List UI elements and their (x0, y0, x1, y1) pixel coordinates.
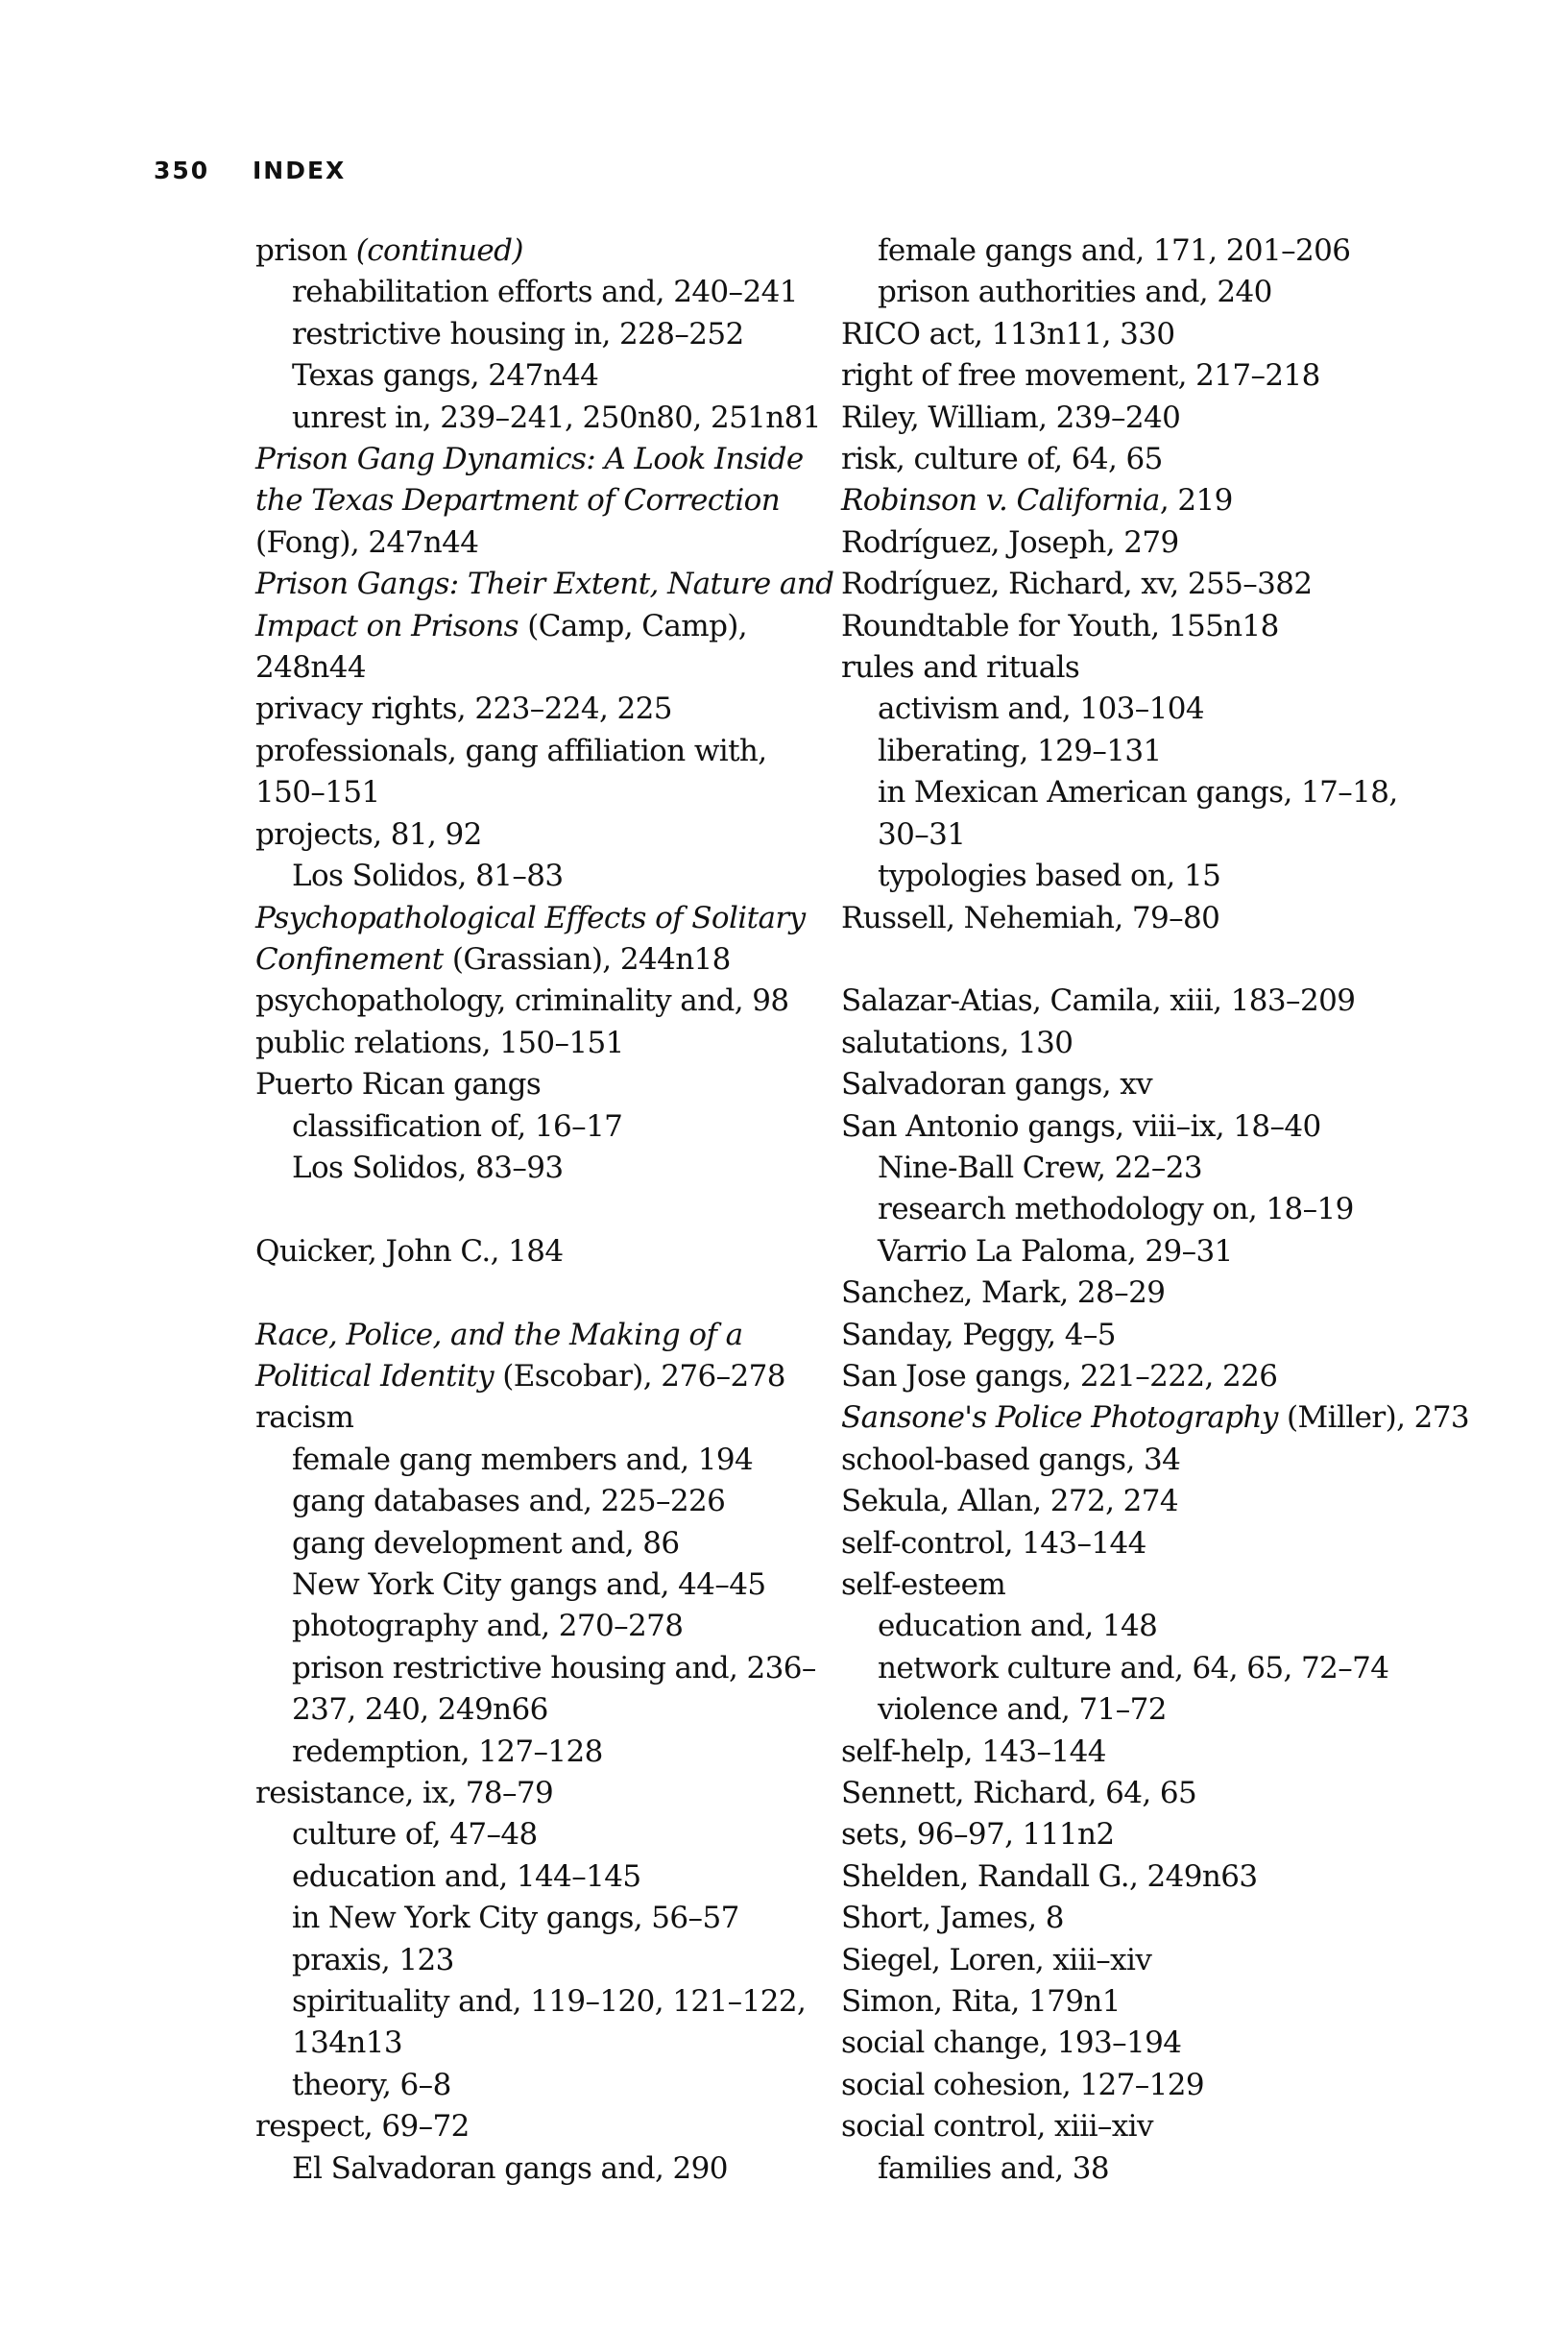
index-entry (841, 355, 1417, 397)
letter-group-spacer (841, 939, 1417, 981)
entry-text: rehabilitation efforts and, 240–241 (292, 275, 798, 310)
index-entry-continuation (255, 606, 832, 647)
entry-text: education and, 144–145 (292, 1858, 641, 1894)
entry-text: rules and rituals (841, 650, 1080, 686)
index-entry (841, 2065, 1417, 2106)
entry-text: restrictive housing in, 228–252 (292, 316, 744, 352)
entry-text: (Escobar), 276–278 (494, 1358, 785, 1394)
index-subentry (255, 1856, 832, 1898)
entry-text: right of free movement, 217–218 (841, 358, 1320, 394)
entry-text: San Jose gangs, 221–222, 226 (841, 1358, 1278, 1394)
index-entry (841, 898, 1417, 939)
index-entry (841, 981, 1417, 1022)
entry-text: Short, James, 8 (841, 1901, 1064, 1936)
index-entry (255, 1397, 832, 1439)
entry-text: Russell, Nehemiah, 79–80 (841, 900, 1220, 935)
index-entry (841, 1356, 1417, 1397)
index-entry (841, 1814, 1417, 1855)
index-subentry (255, 1814, 832, 1855)
entry-text: Texas gangs, 247n44 (292, 358, 599, 394)
entry-text: prison (255, 233, 356, 268)
index-entry-continuation (255, 772, 832, 813)
entry-text: social control, xiii–xiv (841, 2109, 1153, 2145)
entry-text: New York City gangs and, 44–45 (292, 1566, 766, 1602)
entry-text: praxis, 123 (292, 1942, 454, 1977)
index-entry (841, 1856, 1417, 1898)
entry-text: female gangs and, 171, 201–206 (878, 233, 1351, 268)
index-entry (255, 1773, 832, 1814)
index-entry (255, 1315, 832, 1356)
entry-text: research methodology on, 18–19 (878, 1192, 1354, 1227)
index-entry (841, 1898, 1417, 1939)
entry-text: families and, 38 (878, 2150, 1110, 2186)
entry-text: liberating, 129–131 (878, 733, 1162, 768)
entry-text: Los Solidos, 81–83 (292, 859, 564, 894)
index-subentry (255, 355, 832, 397)
index-subentry (255, 272, 832, 313)
index-entry (841, 480, 1417, 521)
index-subentry (255, 1440, 832, 1481)
index-subentry (841, 2148, 1417, 2190)
index-subentry (841, 689, 1417, 730)
index-subentry (841, 731, 1417, 772)
index-entry (841, 1397, 1469, 1439)
index-subentry (255, 314, 832, 355)
index-subentry (255, 1564, 832, 1606)
entry-text: Los Solidos, 83–93 (292, 1150, 564, 1185)
entry-text: Salvadoran gangs, xv (841, 1067, 1153, 1103)
entry-text: self-esteem (841, 1566, 1006, 1602)
italic-title-text: Psychopathological Effects of Solitary (255, 900, 806, 935)
letter-group-spacer (255, 1273, 832, 1314)
entry-text: Simon, Rita, 179n1 (841, 1984, 1121, 2020)
index-subentry (255, 1940, 832, 1981)
index-entry (255, 1231, 832, 1273)
index-entry-continuation (841, 814, 1417, 856)
entry-text: in New York City gangs, 56–57 (292, 1901, 739, 1936)
index-entry (841, 2106, 1417, 2147)
letter-group-spacer (255, 1189, 832, 1230)
entry-text: network culture and, 64, 65, 72–74 (878, 1650, 1389, 1685)
italic-title-text: Robinson v. California (841, 483, 1160, 519)
entry-text: salutations, 130 (841, 1025, 1073, 1060)
entry-text: Roundtable for Youth, 155n18 (841, 608, 1279, 643)
entry-text: female gang members and, 194 (292, 1442, 754, 1477)
index-subentry (841, 856, 1417, 897)
entry-text: self-help, 143–144 (841, 1734, 1106, 1769)
index-subentry (841, 772, 1417, 813)
entry-text: El Salvadoran gangs and, 290 (292, 2150, 728, 2186)
entry-text: Varrio La Paloma, 29–31 (878, 1233, 1233, 1269)
index-subentry (255, 1648, 832, 1689)
index-column-right (841, 230, 1469, 2190)
entry-text: redemption, 127–128 (292, 1734, 603, 1769)
entry-text: prison authorities and, 240 (878, 275, 1272, 310)
entry-text: Sanday, Peggy, 4–5 (841, 1317, 1116, 1352)
entry-text: social cohesion, 127–129 (841, 2067, 1205, 2102)
index-subentry (255, 1981, 832, 2023)
entry-text: (Fong), 247n44 (255, 524, 479, 560)
index-entry (255, 1023, 832, 1064)
italic-title-text: Prison Gang Dynamics: A Look Inside (255, 442, 804, 477)
index-entry-continuation (255, 2023, 832, 2064)
index-entry-continuation (255, 1689, 832, 1731)
entry-text: Shelden, Randall G., 249n63 (841, 1858, 1258, 1894)
entry-text: (Camp, Camp), (518, 608, 748, 643)
italic-title-text: Prison Gangs: Their Extent, Nature and (255, 567, 834, 602)
index-entry (841, 647, 1417, 689)
italic-title-text: Impact on Prisons (255, 608, 519, 643)
italic-title-text: Sansone's Police Photography (841, 1400, 1278, 1436)
index-subentry (841, 1606, 1417, 1647)
index-subentry (841, 1231, 1417, 1273)
italic-title-text: the Texas Department of Correction (255, 483, 781, 519)
index-entry (841, 1440, 1417, 1481)
running-head (154, 157, 346, 184)
index-entry (841, 2023, 1417, 2064)
entry-text: gang databases and, 225–226 (292, 1484, 726, 1519)
index-entry (255, 731, 832, 772)
entry-text: school-based gangs, 34 (841, 1442, 1181, 1477)
index-entry (841, 1106, 1417, 1148)
index-entry (255, 439, 832, 480)
index-entry (841, 1773, 1417, 1814)
entry-text: public relations, 150–151 (255, 1025, 624, 1060)
index-entry (841, 314, 1417, 355)
index-subentry (255, 2065, 832, 2106)
entry-text: sets, 96–97, 111n2 (841, 1817, 1115, 1853)
entry-text: spirituality and, 119–120, 121–122, (292, 1984, 807, 2020)
index-entry (841, 564, 1417, 605)
entry-text: Nine-Ball Crew, 22–23 (878, 1150, 1203, 1185)
index-subentry (255, 398, 832, 439)
entry-text: social change, 193–194 (841, 2025, 1182, 2061)
index-subentry (841, 1648, 1417, 1689)
index-subentry (255, 1606, 832, 1647)
index-entry (841, 439, 1417, 480)
entry-text: Puerto Rican gangs (255, 1067, 542, 1103)
index-entry (255, 1064, 832, 1105)
entry-text: (Miller), 273 (1277, 1400, 1469, 1436)
running-head-title: INDEX (253, 157, 347, 184)
index-subentry (255, 1898, 832, 1939)
italic-title-text: Race, Police, and the Making of a (255, 1317, 743, 1352)
entry-text: (Grassian), 244n18 (443, 941, 731, 977)
entry-text: activism and, 103–104 (878, 691, 1205, 727)
index-subentry (841, 1189, 1417, 1230)
italic-title-text: Confinement (255, 941, 444, 977)
entry-text: risk, culture of, 64, 65 (841, 442, 1163, 477)
index-entry (841, 1023, 1417, 1064)
entry-text: RICO act, 113n11, 330 (841, 316, 1175, 352)
index-entry (841, 1481, 1417, 1522)
index-entry (841, 1981, 1417, 2023)
entry-text: Sanchez, Mark, 28–29 (841, 1275, 1166, 1311)
entry-text: projects, 81, 92 (255, 816, 482, 852)
index-entry-continuation (255, 939, 832, 981)
entry-text: in Mexican American gangs, 17–18, (878, 775, 1398, 811)
index-subentry (841, 1148, 1417, 1189)
index-entry (841, 1564, 1417, 1606)
entry-text: prison restrictive housing and, 236– (292, 1650, 816, 1685)
index-subentry (255, 2148, 832, 2190)
entry-text: Rodríguez, Joseph, 279 (841, 524, 1179, 560)
index-entry-continuation (255, 647, 832, 689)
index-entry (841, 1273, 1417, 1314)
italic-title-text: (continued) (355, 233, 523, 268)
index-entry-continuation (255, 1356, 832, 1397)
entry-text: Sennett, Richard, 64, 65 (841, 1776, 1197, 1811)
index-subentry (841, 272, 1417, 313)
index-entry (841, 1064, 1417, 1105)
entry-text: San Antonio gangs, viii–ix, 18–40 (841, 1108, 1321, 1144)
entry-text: Siegel, Loren, xiii–xiv (841, 1942, 1152, 1977)
index-entry (255, 814, 832, 856)
index-entry-continuation (255, 480, 832, 521)
entry-text: unrest in, 239–241, 250n80, 251n81 (292, 400, 821, 435)
index-subentry (255, 1481, 832, 1522)
index-subentry (255, 1523, 832, 1564)
index-entry (255, 981, 832, 1022)
italic-title-text: Political Identity (255, 1358, 495, 1394)
index-subentry (841, 1689, 1417, 1731)
entry-text: typologies based on, 15 (878, 859, 1221, 894)
index-entry (255, 2106, 832, 2147)
entry-text: self-control, 143–144 (841, 1525, 1146, 1561)
index-entry-continuation (255, 522, 832, 564)
index-entry (841, 606, 1417, 647)
entry-text: 30–31 (878, 816, 966, 852)
index-subentry (255, 1106, 832, 1148)
entry-text: resistance, ix, 78–79 (255, 1776, 554, 1810)
index-entry (255, 564, 832, 605)
entry-text: classification of, 16–17 (292, 1108, 623, 1144)
entry-text: Salazar-Atias, Camila, xiii, 183–209 (841, 983, 1356, 1019)
entry-text: culture of, 47–48 (292, 1817, 538, 1853)
entry-text: gang development and, 86 (292, 1525, 680, 1561)
entry-text: 237, 240, 249n66 (292, 1692, 548, 1728)
index-entry (841, 398, 1417, 439)
entry-text: Riley, William, 239–240 (841, 400, 1181, 435)
page-number: 350 (154, 157, 210, 184)
index-column-left (255, 230, 832, 2190)
entry-text: respect, 69–72 (255, 2109, 470, 2145)
entry-text: , 219 (1159, 483, 1233, 519)
entry-text: photography and, 270–278 (292, 1609, 684, 1644)
index-subentry (255, 1148, 832, 1189)
index-entry (841, 1523, 1417, 1564)
index-entry (841, 522, 1417, 564)
entry-text: Rodríguez, Richard, xv, 255–382 (841, 567, 1313, 602)
entry-text: privacy rights, 223–224, 225 (255, 691, 672, 727)
entry-text: violence and, 71–72 (878, 1692, 1167, 1728)
entry-text: psychopathology, criminality and, 98 (255, 983, 789, 1019)
entry-text: Quicker, John C., 184 (255, 1233, 564, 1269)
entry-text: 150–151 (255, 775, 380, 811)
index-subentry (841, 230, 1417, 272)
index-subentry (255, 1732, 832, 1773)
index-entry (255, 898, 832, 939)
index-entry (841, 1940, 1417, 1981)
entry-text: theory, 6–8 (292, 2067, 451, 2102)
entry-text: Sekula, Allan, 272, 274 (841, 1484, 1179, 1519)
index-entry (255, 689, 832, 730)
index-subentry (255, 856, 832, 897)
entry-text: 134n13 (292, 2025, 402, 2061)
index-entry (841, 1315, 1417, 1356)
entry-text: education and, 148 (878, 1609, 1158, 1644)
entry-text: racism (255, 1400, 354, 1436)
index-entry (255, 230, 832, 272)
index-entry (841, 1732, 1417, 1773)
entry-text: professionals, gang affiliation with, (255, 733, 767, 768)
entry-text: 248n44 (255, 650, 366, 686)
